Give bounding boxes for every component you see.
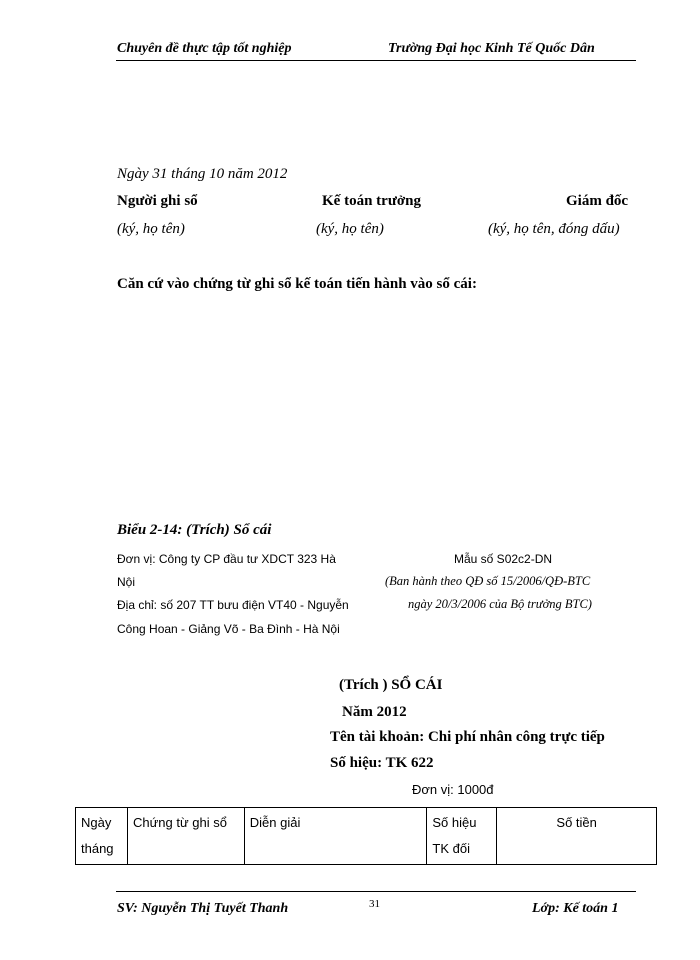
col-date-line1: Ngày	[81, 815, 112, 830]
header-right: Trường Đại học Kinh Tế Quốc Dân	[388, 41, 595, 56]
ledger-account-number: Số hiệu: TK 622	[330, 755, 434, 771]
signature-title-director: Giám đốc	[566, 193, 629, 209]
col-amount	[497, 808, 657, 865]
ledger-year: Năm 2012	[342, 704, 407, 720]
signature-title-chief-accountant: Kế toán trưởng	[322, 193, 421, 209]
ledger-account-name: Tên tài khoản: Chi phí nhân công trực tiếp	[330, 729, 605, 745]
footer-student: SV: Nguyễn Thị Tuyết Thanh	[117, 901, 289, 916]
ledger-title: (Trích ) SỔ CÁI	[339, 677, 443, 693]
form-decree-2: ngày 20/3/2006 của Bộ trưởng BTC)	[408, 597, 592, 611]
intro-text: Căn cứ vào chứng từ ghi sổ kế toán tiến hành vào sổ cái:	[117, 276, 477, 292]
signature-note-director: (ký, họ tên, đóng dấu)	[488, 221, 620, 237]
signature-date: Ngày 31 tháng 10 năm 2012	[117, 166, 288, 182]
figure-title: Biểu 2-14: (Trích) Sổ cái	[117, 522, 272, 538]
page-number: 31	[369, 898, 380, 910]
ledger-table	[75, 807, 657, 865]
unit-line-2: Nội	[117, 575, 136, 589]
header-rule	[116, 60, 636, 61]
signature-note-chief-accountant: (ký, họ tên)	[316, 221, 384, 237]
ledger-currency-unit: Đơn vị: 1000đ	[412, 782, 494, 797]
col-description	[244, 808, 427, 865]
col-voucher	[127, 808, 244, 865]
col-description-label: Diễn giải	[249, 815, 301, 830]
unit-line-4: Công Hoan - Giảng Võ - Ba Đình - Hà Nội	[117, 622, 340, 636]
col-amount-label: Số tiền	[556, 815, 597, 830]
unit-line-1: Đơn vị: Công ty CP đầu tư XDCT 323 Hà	[117, 552, 336, 566]
footer-class: Lớp: Kế toán 1	[532, 901, 619, 916]
ledger-header-row	[76, 808, 657, 865]
unit-line-3: Địa chỉ: số 207 TT bưu điện VT40 - Nguyễn	[117, 598, 349, 612]
signature-title-recorder: Người ghi sổ	[117, 193, 198, 209]
col-contra-line1: Số hiệu	[432, 815, 477, 830]
col-voucher-label: Chứng từ ghi sổ	[132, 815, 227, 830]
footer-rule	[116, 891, 636, 892]
col-date	[76, 808, 128, 865]
header-left: Chuyên đề thực tập tốt nghiệp	[117, 41, 292, 56]
col-date-line2: tháng	[81, 841, 114, 856]
form-code: Mẫu số S02c2-DN	[454, 552, 553, 566]
col-contra-line2: TK đối	[432, 841, 470, 856]
col-contra-account	[427, 808, 497, 865]
form-decree-1: (Ban hành theo QĐ số 15/2006/QĐ-BTC	[385, 574, 591, 588]
signature-note-recorder: (ký, họ tên)	[117, 221, 185, 237]
